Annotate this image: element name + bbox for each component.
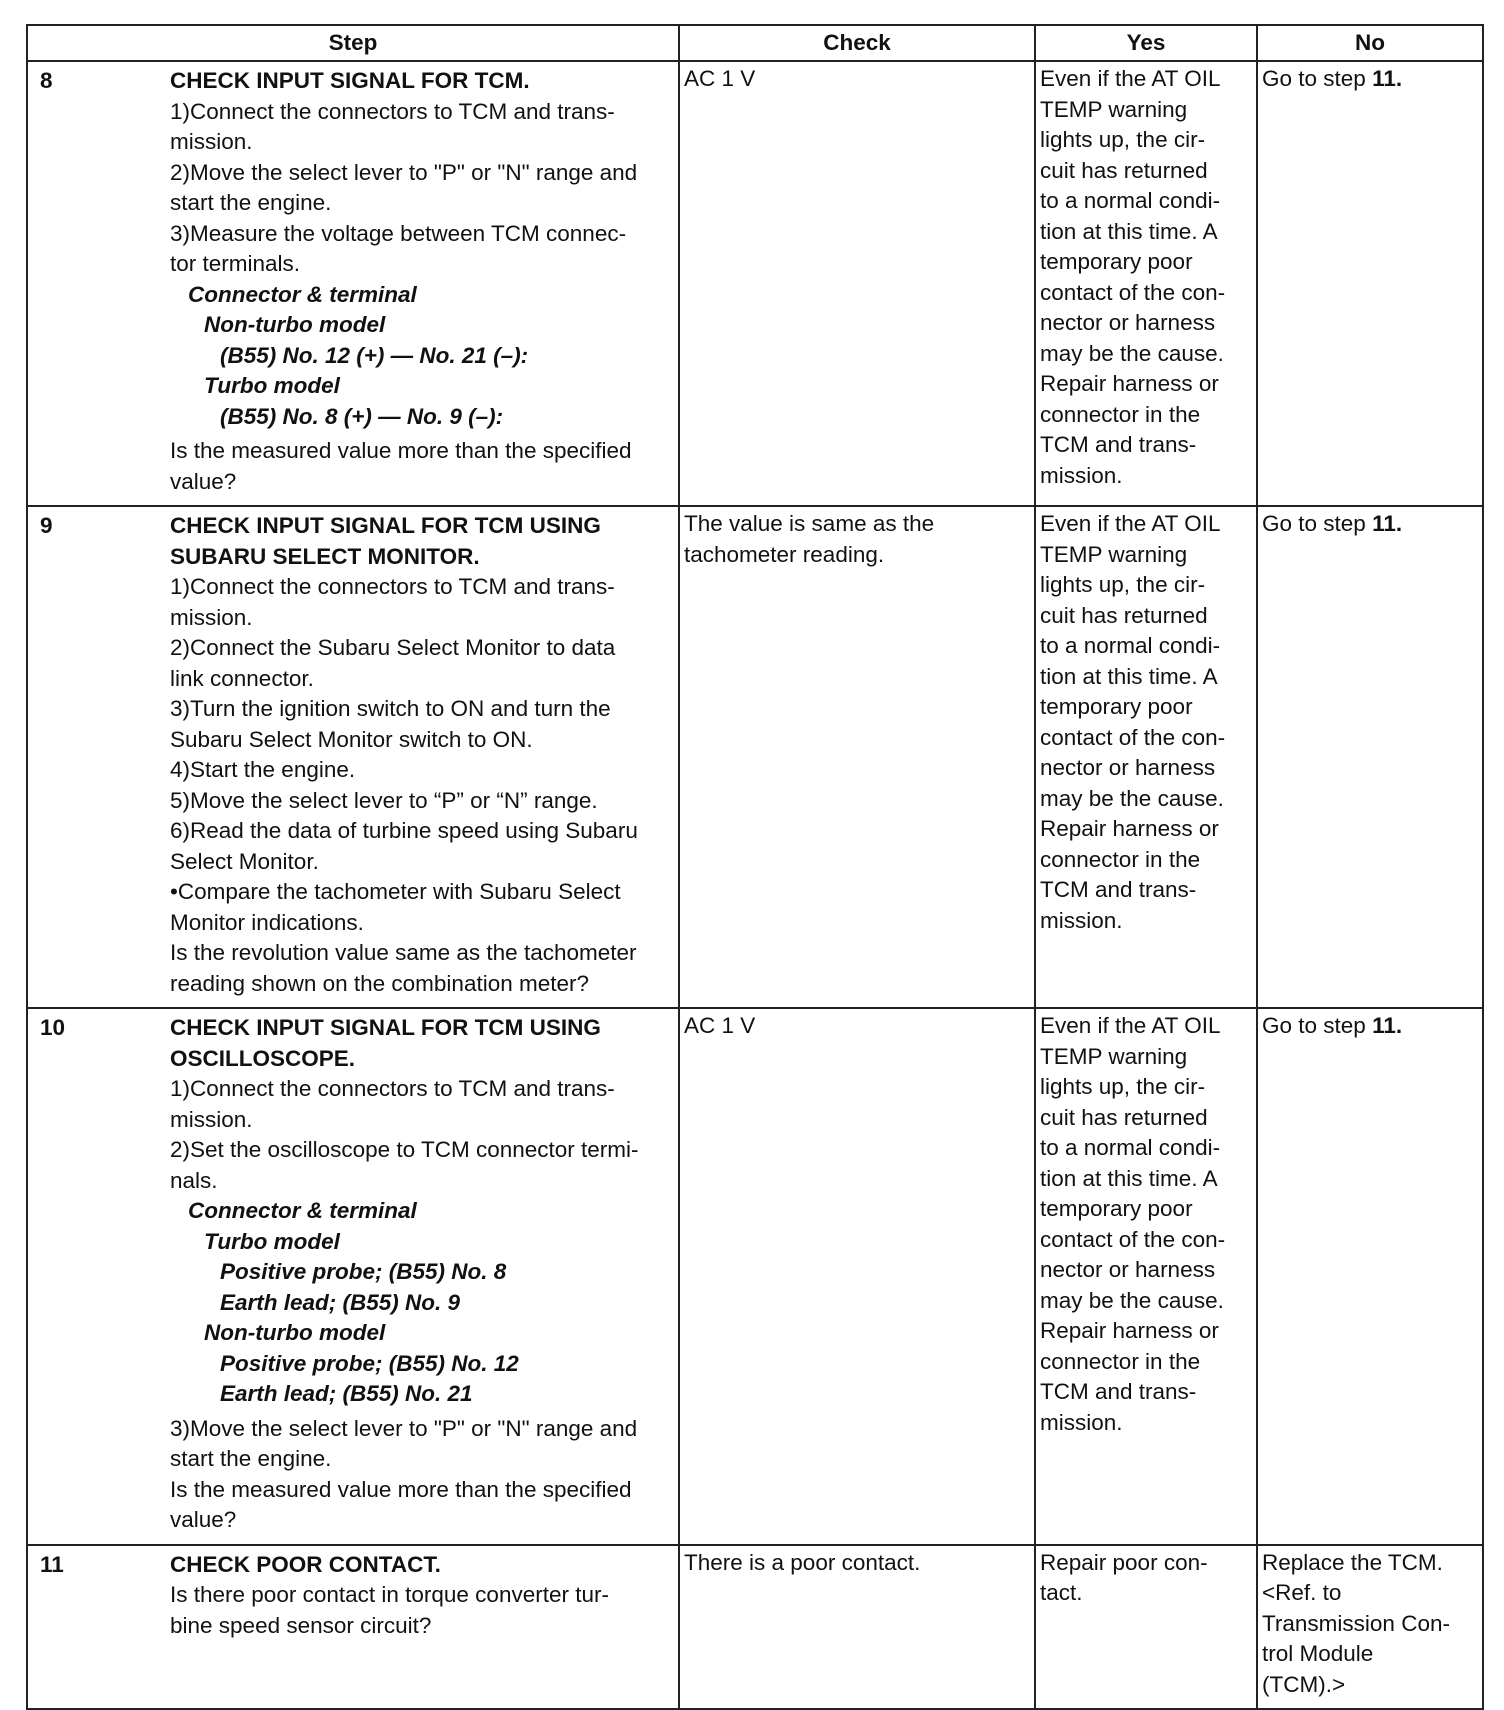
no-line: trol Module (1262, 1641, 1374, 1666)
spec-terminal: Positive probe; (B55) No. 8 (220, 1259, 507, 1284)
check-line: There is a poor contact. (684, 1549, 921, 1575)
step-line: mission. (170, 129, 253, 154)
step-question: value? (170, 468, 237, 494)
step-line: 3)Measure the voltage between TCM connec- (170, 220, 627, 246)
step-line: Monitor indications. (170, 909, 364, 935)
step-title: CHECK POOR CONTACT. (170, 1551, 441, 1577)
step-question: Is there poor contact in torque converter tur- (170, 1582, 609, 1607)
no-text: Go to step (1262, 511, 1373, 536)
check-line: The value is same as the (684, 511, 935, 536)
spec-model: Non-turbo model (204, 312, 386, 337)
step-question: Is the measured value more than the specified (170, 438, 632, 463)
spec-model: Non-turbo model (204, 1320, 386, 1345)
yes-line: Repair poor con- (1040, 1549, 1208, 1575)
table-row-step-8 (27, 61, 1483, 506)
step-line: 1)Connect the connectors to TCM and trans- (170, 1076, 615, 1101)
spec-terminal: (B55) No. 8 (+) — No. 9 (–): (220, 403, 504, 429)
yes-line: lights up, the cir- (1040, 1074, 1206, 1099)
spec-heading: Connector & terminal (188, 281, 417, 307)
yes-line: nector or harness (1040, 1257, 1216, 1282)
yes-line: to a normal condi- (1040, 1135, 1221, 1160)
yes-line: connector in the (1040, 1348, 1201, 1374)
step-line: tor terminals. (170, 251, 301, 276)
step-reference: 11. (1372, 66, 1403, 91)
step-cell (27, 1008, 679, 1545)
yes-line: tion at this time. A (1040, 663, 1218, 689)
yes-line: cuit has returned (1040, 157, 1208, 183)
spec-terminal: Earth lead; (B55) No. 21 (220, 1381, 473, 1406)
header-yes: Yes (1035, 25, 1257, 61)
step-line: 1)Connect the connectors to TCM and trans- (170, 574, 615, 599)
step-description (164, 1548, 674, 1646)
yes-line: TCM and trans- (1040, 1379, 1197, 1404)
step-number: 9 (40, 513, 53, 538)
step-question: Is the measured value more than the specified (170, 1476, 632, 1502)
step-line: nals. (170, 1167, 218, 1193)
yes-line: Repair harness or (1040, 1318, 1219, 1343)
yes-line: lights up, the cir- (1040, 572, 1206, 597)
yes-cell (1035, 506, 1257, 1008)
step-title: CHECK INPUT SIGNAL FOR TCM. (170, 68, 530, 93)
step-number: 10 (40, 1015, 66, 1040)
spec-model: Turbo model (204, 373, 340, 398)
yes-line: may be the cause. (1040, 785, 1224, 811)
step-line: 5)Move the select lever to “P” or “N” range. (170, 787, 598, 813)
no-cell (1257, 1545, 1483, 1709)
step-line: •Compare the tachometer with Subaru Select (170, 879, 621, 904)
diagnostic-table (26, 24, 1484, 1710)
spec-terminal: Earth lead; (B55) No. 9 (220, 1289, 461, 1315)
yes-line: connector in the (1040, 846, 1201, 872)
spec-terminal: (B55) No. 12 (+) — No. 21 (–): (220, 342, 529, 368)
step-question: 3)Move the select lever to "P" or "N" range and (170, 1415, 638, 1441)
header-check: Check (679, 25, 1035, 61)
step-reference: 11. (1372, 1013, 1403, 1038)
check-line: AC 1 V (684, 66, 756, 91)
step-number: 8 (40, 68, 53, 93)
no-line: (TCM).> (1262, 1671, 1346, 1697)
step-line: Subaru Select Monitor switch to ON. (170, 726, 533, 752)
yes-line: contact of the con- (1040, 279, 1226, 305)
yes-line: TEMP warning (1040, 1043, 1188, 1069)
step-description (164, 64, 674, 501)
step-description (164, 1011, 674, 1540)
yes-line: Repair harness or (1040, 816, 1219, 841)
step-number: 11 (40, 1551, 64, 1577)
yes-cell (1035, 1008, 1257, 1545)
step-line: start the engine. (170, 190, 332, 215)
no-text: Go to step (1262, 66, 1373, 91)
yes-line: temporary poor (1040, 1196, 1193, 1221)
no-line: Transmission Con- (1262, 1610, 1450, 1636)
yes-line: contact of the con- (1040, 1226, 1226, 1252)
yes-line: Even if the AT OIL (1040, 511, 1221, 536)
step-cell (27, 506, 679, 1008)
no-line: <Ref. to (1262, 1580, 1342, 1605)
yes-line: nector or harness (1040, 755, 1216, 780)
step-title: SUBARU SELECT MONITOR. (170, 543, 480, 569)
no-cell (1257, 1008, 1483, 1545)
step-title: OSCILLOSCOPE. (170, 1045, 356, 1071)
table-row-step-9 (27, 506, 1483, 1008)
table-row-step-10 (27, 1008, 1483, 1545)
spec-heading: Connector & terminal (188, 1198, 417, 1223)
yes-line: TCM and trans- (1040, 432, 1197, 457)
spec-model: Turbo model (204, 1228, 340, 1254)
yes-line: nector or harness (1040, 310, 1216, 335)
yes-line: cuit has returned (1040, 602, 1208, 628)
no-text: Go to step (1262, 1013, 1373, 1038)
spec-terminal: Positive probe; (B55) No. 12 (220, 1350, 519, 1376)
check-cell (679, 506, 1035, 1008)
yes-line: temporary poor (1040, 249, 1193, 274)
yes-line: temporary poor (1040, 694, 1193, 719)
step-question: reading shown on the combination meter? (170, 970, 590, 996)
header-no: No (1257, 25, 1483, 61)
yes-line: mission. (1040, 907, 1123, 933)
yes-line: Even if the AT OIL (1040, 66, 1221, 91)
step-line: 2)Set the oscilloscope to TCM connector termi- (170, 1137, 639, 1162)
table-row-step-11 (27, 1545, 1483, 1709)
yes-line: to a normal condi- (1040, 633, 1221, 658)
step-question: Is the revolution value same as the tachometer (170, 940, 637, 965)
step-line: 4)Start the engine. (170, 757, 356, 782)
check-line: AC 1 V (684, 1013, 756, 1038)
no-cell (1257, 61, 1483, 506)
yes-line: may be the cause. (1040, 340, 1224, 366)
check-cell (679, 1008, 1035, 1545)
yes-line: tion at this time. A (1040, 1165, 1218, 1191)
yes-line: tact. (1040, 1580, 1083, 1605)
header-step: Step (27, 25, 679, 61)
step-line: mission. (170, 604, 253, 630)
step-line: 6)Read the data of turbine speed using Subaru (170, 818, 638, 843)
yes-line: lights up, the cir- (1040, 127, 1206, 152)
yes-cell (1035, 1545, 1257, 1709)
yes-line: may be the cause. (1040, 1287, 1224, 1313)
yes-line: TCM and trans- (1040, 877, 1197, 902)
step-line: link connector. (170, 665, 314, 691)
step-line: 2)Connect the Subaru Select Monitor to data (170, 635, 616, 660)
yes-cell (1035, 61, 1257, 506)
step-line: mission. (170, 1106, 253, 1132)
no-line: Replace the TCM. (1262, 1549, 1443, 1575)
step-question: start the engine. (170, 1446, 332, 1471)
step-title: CHECK INPUT SIGNAL FOR TCM USING (170, 513, 601, 538)
yes-line: to a normal condi- (1040, 188, 1221, 213)
step-title: CHECK INPUT SIGNAL FOR TCM USING (170, 1015, 601, 1040)
yes-line: cuit has returned (1040, 1104, 1208, 1130)
step-question: bine speed sensor circuit? (170, 1612, 432, 1638)
yes-line: tion at this time. A (1040, 218, 1218, 244)
yes-line: Repair harness or (1040, 371, 1219, 396)
step-line: 1)Connect the connectors to TCM and trans- (170, 98, 615, 124)
step-reference: 11. (1372, 511, 1403, 536)
header-row (27, 25, 1483, 61)
check-cell (679, 1545, 1035, 1709)
step-cell (27, 61, 679, 506)
yes-line: TEMP warning (1040, 541, 1188, 567)
yes-line: mission. (1040, 462, 1123, 488)
yes-line: connector in the (1040, 401, 1201, 427)
step-line: 2)Move the select lever to "P" or "N" range and (170, 159, 638, 185)
check-cell (679, 61, 1035, 506)
check-line: tachometer reading. (684, 541, 885, 567)
step-cell (27, 1545, 679, 1709)
yes-line: contact of the con- (1040, 724, 1226, 750)
no-cell (1257, 506, 1483, 1008)
step-description (164, 509, 674, 1003)
yes-line: TEMP warning (1040, 96, 1188, 122)
step-line: Select Monitor. (170, 848, 319, 874)
yes-line: Even if the AT OIL (1040, 1013, 1221, 1038)
yes-line: mission. (1040, 1409, 1123, 1435)
step-line: 3)Turn the ignition switch to ON and turn the (170, 696, 611, 721)
step-question: value? (170, 1507, 237, 1532)
